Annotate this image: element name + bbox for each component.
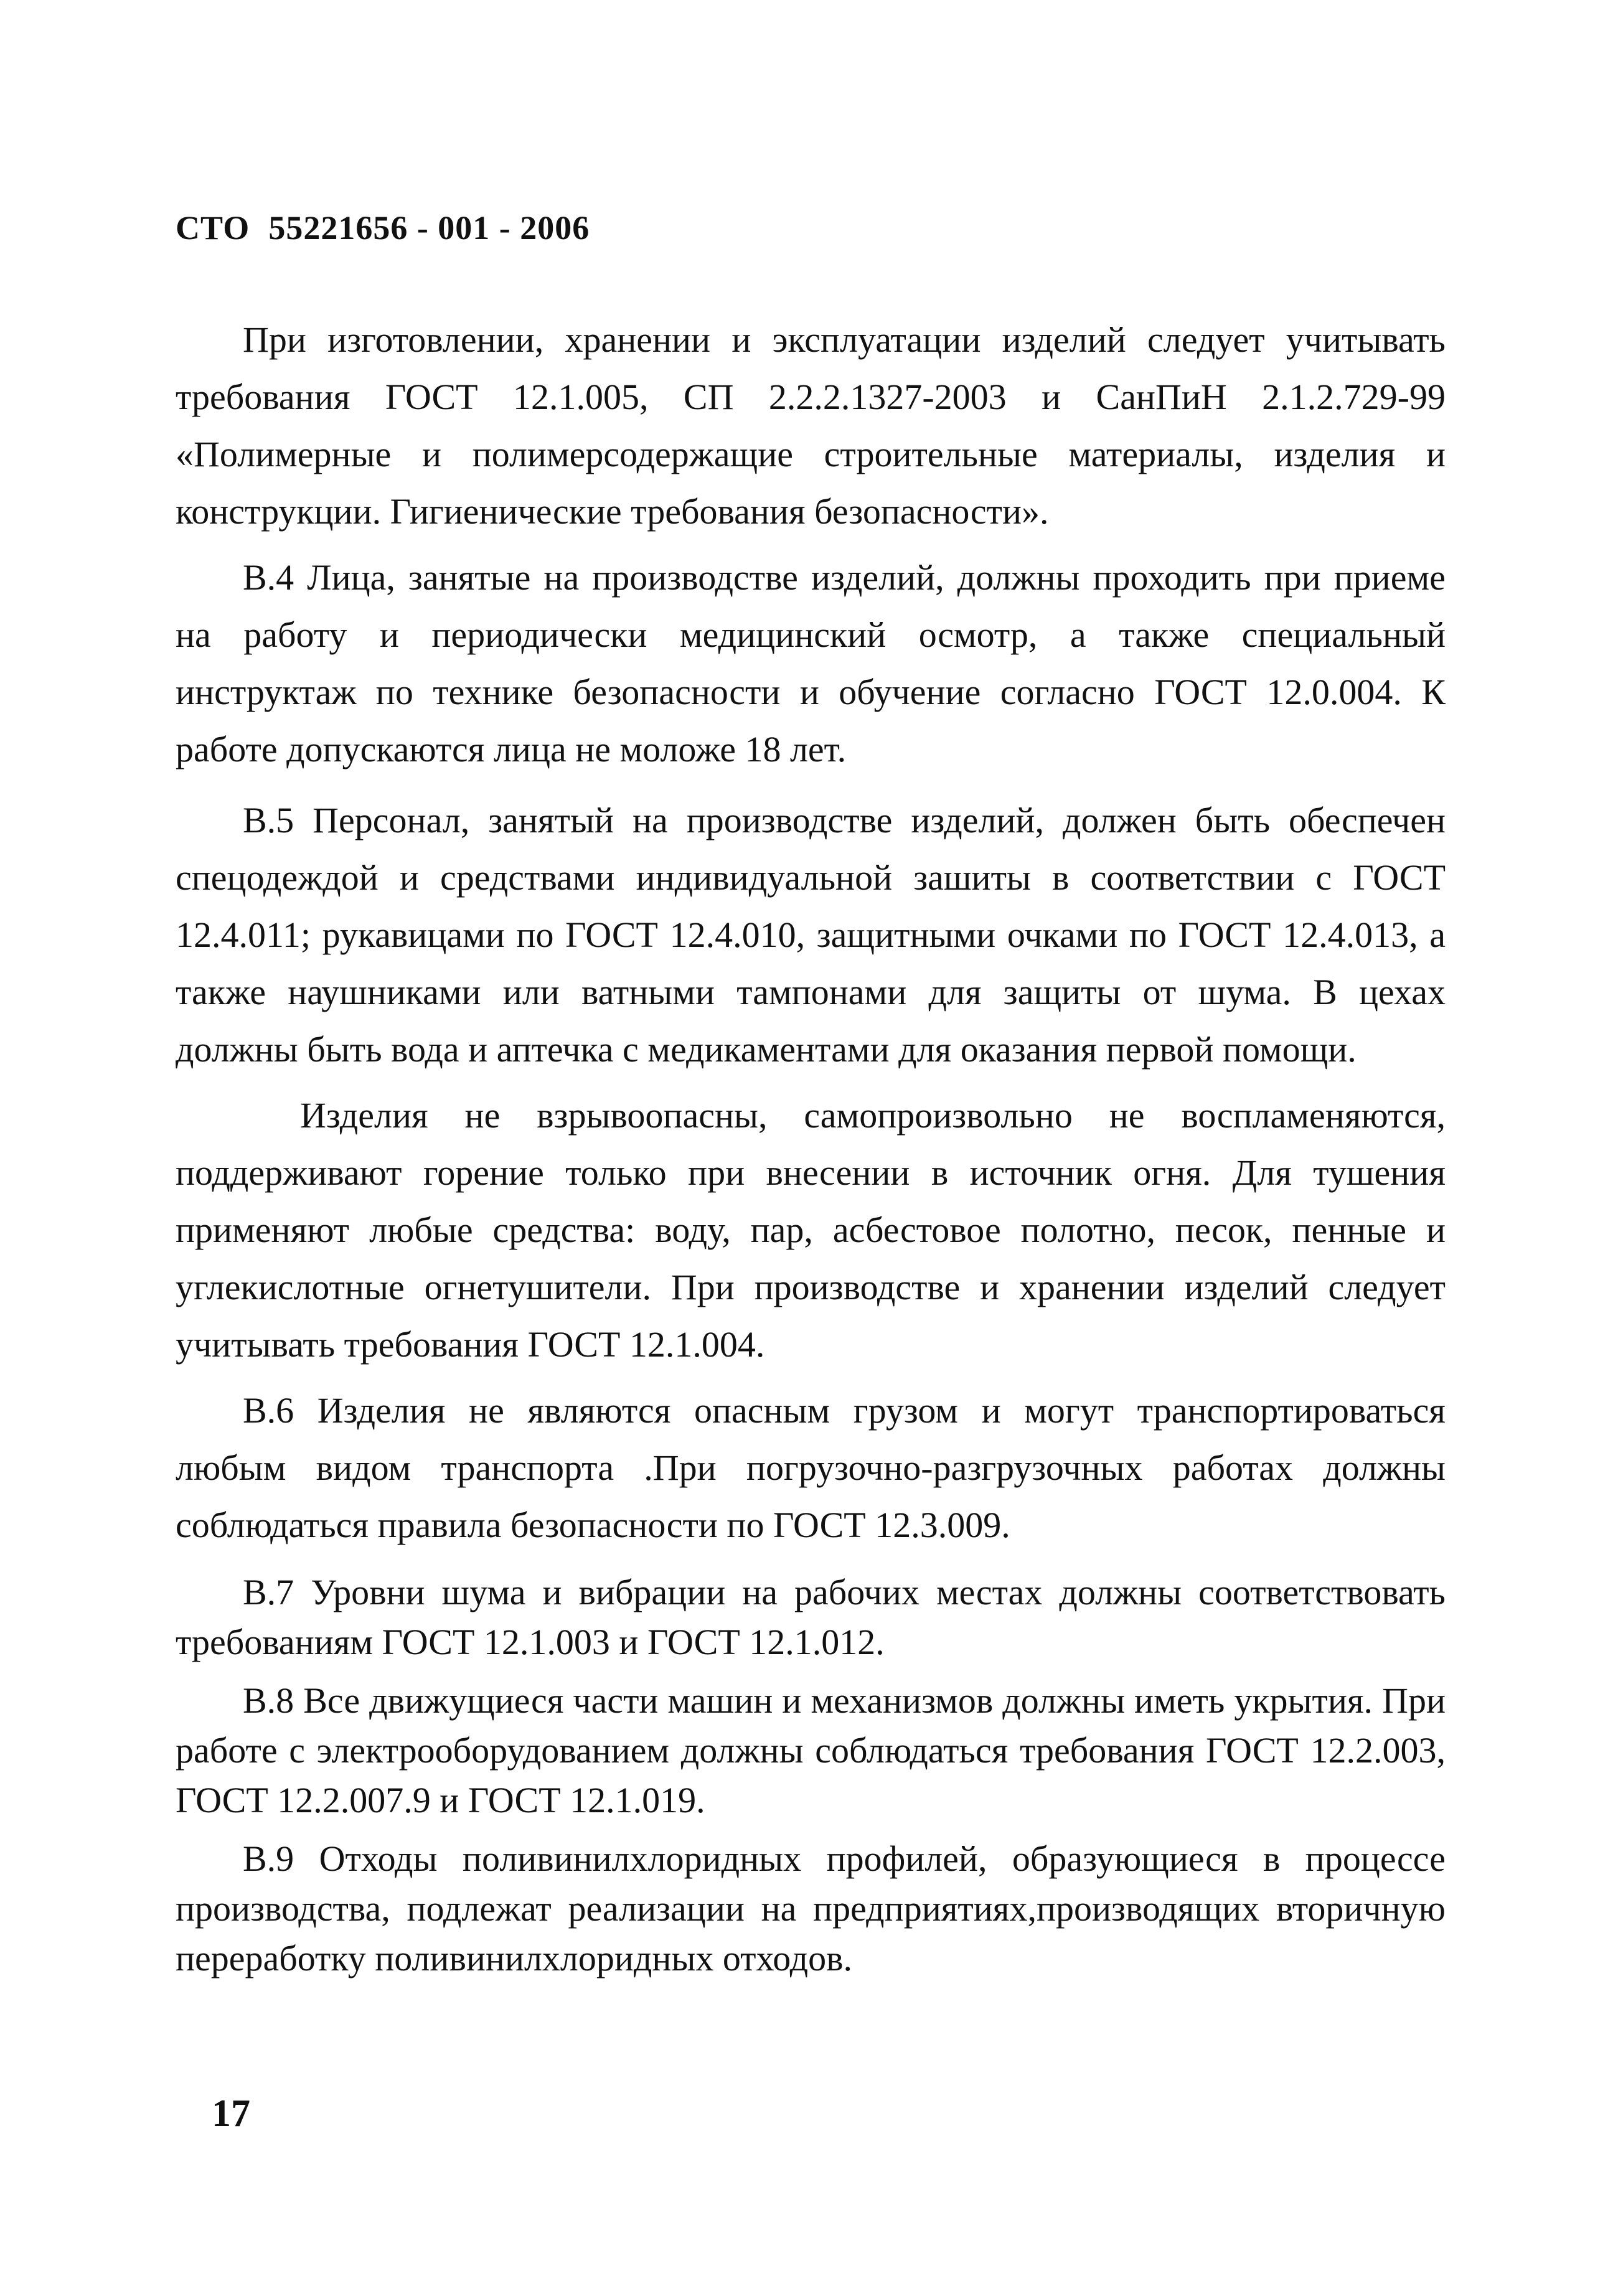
document-body xyxy=(176,311,1446,1983)
paragraph-b9: В.9 Отходы поливинилхлоридных профилей, образующиеся в процессе производства, подлежат реализации на предприятиях,производящих вторичную переработку поливинилхлоридных отходов. xyxy=(176,1838,1446,1978)
org-code: СТО xyxy=(176,209,250,247)
paragraph-b5: В.5 Персонал, занятый на производстве изделий, должен быть обеспечен спецодеждой и средствами индивидуальной зашиты в соответствии с ГОСТ 12.4.011; рукавицами по ГОСТ 12.4.010, защитными очками по ГОСТ 12.4.013, а также наушниками или ватными тампонами для защиты от шума. В цехах должны быть вода и аптечка с медикаментами для оказания первой помощи. xyxy=(176,800,1446,1070)
paragraph-b7: В.7 Уровни шума и вибрации на рабочих местах должны соответствовать требованиям ГОСТ 12.1.003 и ГОСТ 12.1.012. xyxy=(176,1572,1446,1662)
document-number: 55221656 - 001 - 2006 xyxy=(268,209,590,247)
paragraph-safety-requirements: При изготовлении, хранении и эксплуатации изделий следует учитывать требования ГОСТ 12.1.005, СП 2.2.2.1327-2003 и СанПиН 2.1.2.729-99 «Полимерные и полимерсодержащие строительные материалы, изделия и конструкции. Гигиенические требования безопасности». xyxy=(176,319,1446,532)
document-header xyxy=(176,209,590,247)
paragraph-b4: В.4 Лица, занятые на производстве изделий, должны проходить при приеме на работу и периодически медицинский осмотр, а также специальный инструктаж по технике безопасности и обучение согласно ГОСТ 12.0.004. К работе допускаются лица не моложе 18 лет. xyxy=(176,557,1446,769)
paragraph-fire-safety: Изделия не взрывоопасны, самопроизвольно не воспламеняются, поддерживают горение только при внесении в источник огня. Для тушения применяют любые средства: воду, пар, асбестовое полотно, песок, пенные и углекислотные огнетушители. При производстве и хранении изделий следует учитывать требования ГОСТ 12.1.004. xyxy=(176,1095,1446,1365)
paragraph-b8: В.8 Все движущиеся части машин и механизмов должны иметь укрытия. При работе с электрооборудованием должны соблюдаться требования ГОСТ 12.2.003, ГОСТ 12.2.007.9 и ГОСТ 12.1.019. xyxy=(176,1680,1446,1820)
page-number: 17 xyxy=(212,2092,250,2135)
paragraph-b6: В.6 Изделия не являются опасным грузом и могут транспортироваться любым видом транспорта .При погрузочно-разгрузочных работах должны соблюдаться правила безопасности по ГОСТ 12.3.009. xyxy=(176,1390,1446,1545)
